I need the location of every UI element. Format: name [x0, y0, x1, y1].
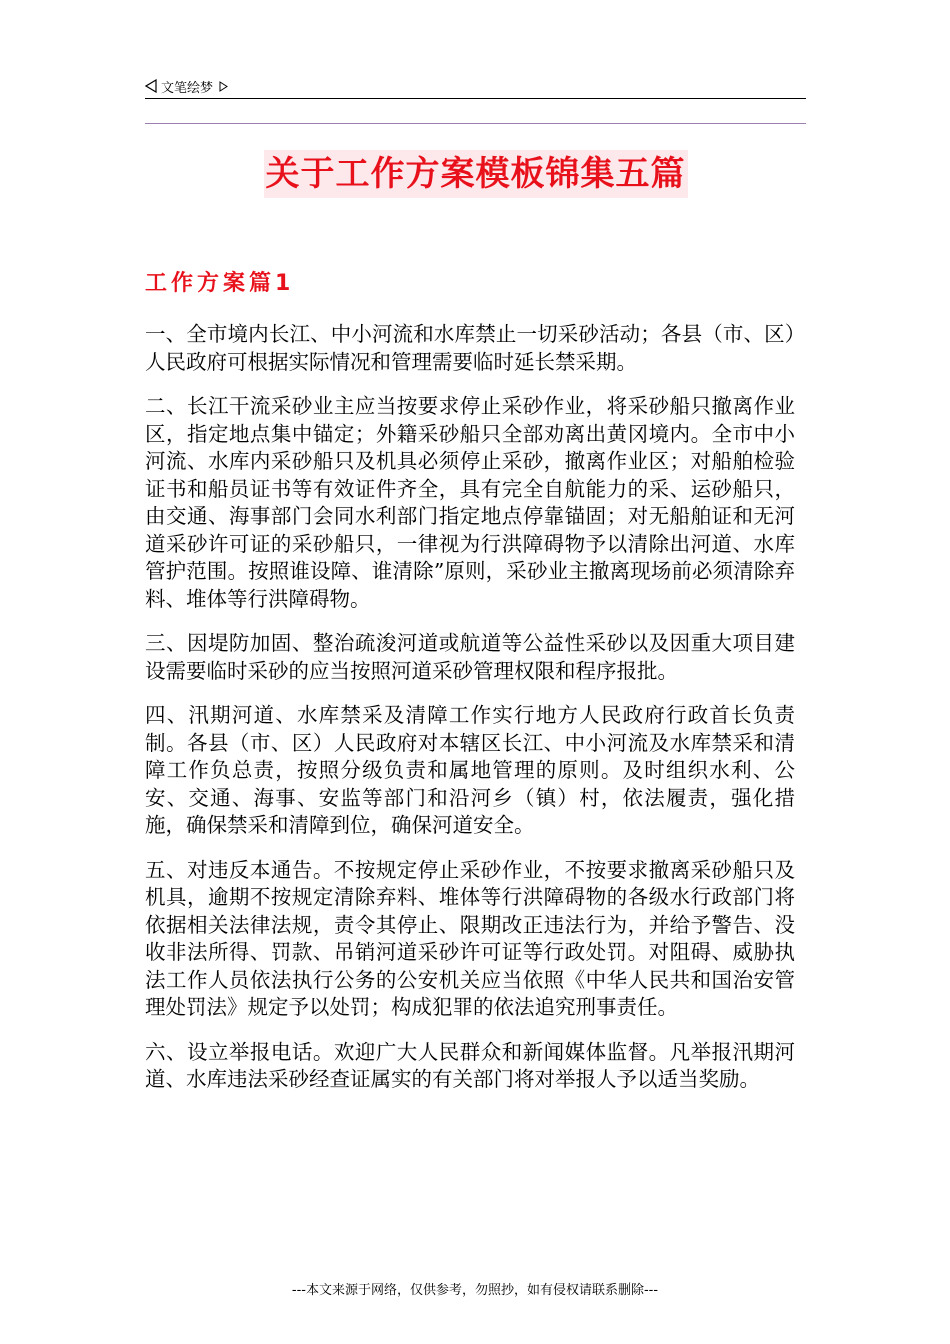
page-header	[145, 74, 805, 98]
paragraph-3: 三、因堤防加固、整治疏浚河道或航道等公益性采砂以及因重大项目建设需要临时采砂的应当按照河道采砂管理权限和程序报批。	[145, 631, 795, 683]
section-heading: 工作方案篇1	[145, 271, 295, 296]
paragraph-2: 二、长江干流采砂业主应当按要求停止采砂作业，将采砂船只撤离作业区，指定地点集中锚定；外籍采砂船只全部劝离出黄冈境内。全市中小河流、水库内采砂船只及机具必须停止采砂，撤离作业区；对船舶检验证书和船员证书等有效证件齐全，具有完全自航能力的采、运砂船只，由交通、海事部门会同水利部门指定地点停靠锚固；对无船舶证和无河道采砂许可证的采砂船只，一律视为行洪障碍物予以清除出河道、水库管护范围。按照谁设障、谁清除”原则，采砂业主撤离现场前必须清除弃料、堆体等行洪障碍物。	[145, 394, 795, 611]
header-brand: 文笔绘梦	[161, 80, 214, 96]
paragraph-6: 六、设立举报电话。欢迎广大人民群众和新闻媒体监督。凡举报汛期河道、水库违法采砂经查证属实的有关部门将对举报人予以适当奖励。	[145, 1039, 795, 1091]
paragraph-1: 一、全市境内长江、中小河流和水库禁止一切采砂活动；各县（市、区）人民政府可根据实际情况和管理需要临时延长禁采期。	[145, 322, 795, 374]
paragraph-4: 四、汛期河道、水库禁采及清障工作实行地方人民政府行政首长负责制。各县（市、区）人民政府对本辖区长江、中小河流及水库禁采和清障工作负总责，按照分级负责和属地管理的原则。及时组织水利、公安、交通、海事、安监等部门和沿河乡（镇）村，依法履责，强化措施，确保禁采和清障到位，确保河道安全。	[145, 703, 795, 837]
page-footer: ---本文来源于网络，仅供参考，勿照抄，如有侵权请联系删除---	[291, 1283, 659, 1298]
header-rule	[145, 98, 806, 99]
left-triangle-icon	[145, 79, 157, 93]
header-accent-rule	[145, 123, 806, 124]
document-title: 关于工作方案模板锦集五篇	[264, 150, 688, 198]
paragraph-5: 五、对违反本通告。不按规定停止采砂作业，不按要求撤离采砂船只及机具，逾期不按规定清除弃料、堆体等行洪障碍物的各级水行政部门将依据相关法律法规，责令其停止、限期改正违法行为，并给予警告、没收非法所得、罚款、吊销河道采砂许可证等行政处罚。对阻碍、威胁执法工作人员依法执行公务的公安机关应当依照《中华人民共和国治安管理处罚法》规定予以处罚；构成犯罪的依法追究刑事责任。	[145, 857, 795, 1019]
document-title-wrapper	[145, 150, 806, 198]
document-body	[145, 321, 795, 1111]
right-triangle-icon	[219, 81, 228, 92]
